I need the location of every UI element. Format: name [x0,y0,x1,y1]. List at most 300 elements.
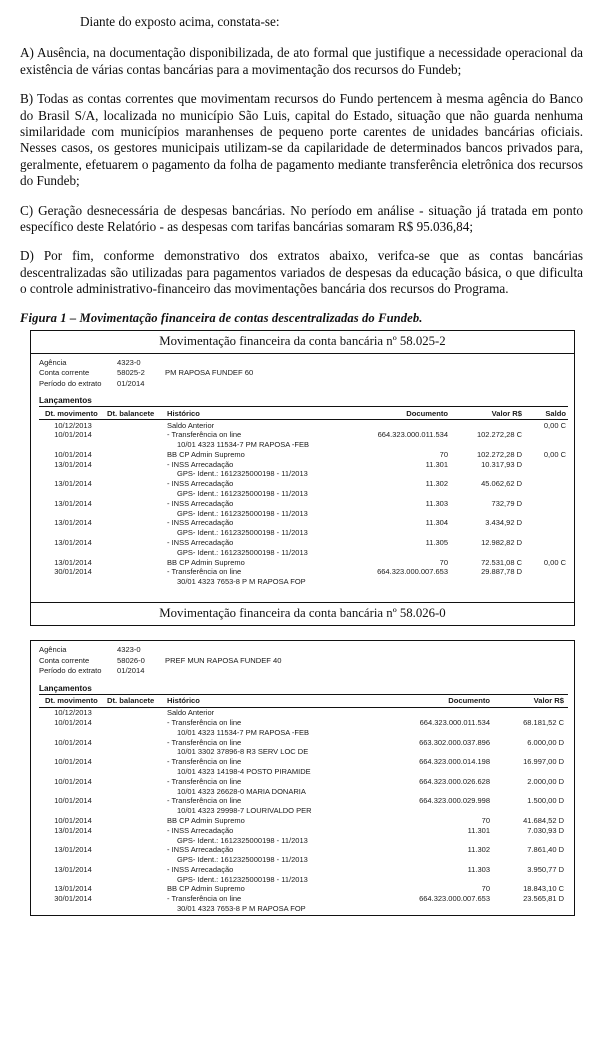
header-row-2 [39,694,568,707]
table-row-detail [39,489,568,499]
cell-historico: - Transferência on line [167,894,242,904]
table-row [39,450,568,460]
cell-dt-balancete [107,420,163,430]
paragraph-intro: Diante do exposto acima, constata-se: [80,14,280,29]
cell-historico: - Transferência on line [167,737,242,747]
cell-spacer [39,508,107,518]
cell-valor: 12.982,82 D [481,537,522,547]
cell-historico-detail: GPS- Ident.: 1612325000198 - 11/2013 [177,489,308,499]
account-meta-1 [39,358,568,390]
cell-spacer [39,786,107,796]
cell-spacer [526,440,568,450]
table-row-detail [39,874,568,884]
table-row [39,845,568,855]
cell-historico-detail: GPS- Ident.: 1612325000198 - 11/2013 [177,855,308,865]
cell-historico: - INSS Arrecadação [167,825,234,835]
cell-spacer [107,577,163,587]
cell-documento: 70 [439,557,448,567]
cell-documento [382,707,490,717]
table-row-detail [39,767,568,777]
cell-historico: - INSS Arrecadação [167,845,234,855]
table-row [39,894,568,904]
cell-historico: BB CP Admin Supremo [167,884,245,894]
cell-historico-detail: 30/01 4323 7653-8 P M RAPOSA FOP [177,577,306,587]
cell-spacer [340,469,448,479]
cell-valor: 3.434,92 D [485,518,522,528]
cell-spacer [107,904,163,914]
cell-documento: 70 [439,449,448,459]
cell-historico: - Transferência on line [167,796,242,806]
cell-valor: 3.950,77 D [527,864,564,874]
cell-spacer [526,547,568,557]
meta-row-agencia [39,358,568,369]
table-row-detail [39,747,568,757]
cell-valor: 45.062,62 D [481,479,522,489]
cell-spacer [107,489,163,499]
cell-historico: - Transferência on line [167,430,242,440]
col-dt-movimento: Dt. movimento [39,407,107,420]
cell-spacer [39,469,107,479]
cell-spacer [340,547,448,557]
cell-spacer [448,547,526,557]
cell-documento: 664.323.000.011.534 [419,718,490,728]
conta-name-2: PREF MUN RAPOSA FUNDEF 40 [165,655,282,665]
cell-valor: 72.531,08 C [481,557,522,567]
col-historico-2: Histórico [163,694,382,707]
cell-dt-balancete [107,718,163,728]
cell-valor: 18.843,10 C [523,884,564,894]
cell-spacer [39,528,107,538]
statement-box-58026-0 [30,640,575,916]
table-row [39,498,568,508]
cell-dt-balancete [107,450,163,460]
cell-spacer [107,508,163,518]
cell-valor [490,707,568,717]
table-row [39,479,568,489]
cell-documento: 11.301 [425,459,448,469]
cell-documento: 664.323.000.007.653 [377,567,448,577]
lancamentos-label-1: Lançamentos [39,396,92,406]
table-row-detail [39,469,568,479]
cell-spacer [39,747,107,757]
cell-historico-detail: GPS- Ident.: 1612325000198 - 11/2013 [177,469,308,479]
cell-historico-detail: 10/01 4323 29998-7 LOURIVALDO PER [177,806,312,816]
table-row-detail [39,440,568,450]
cell-spacer [39,904,107,914]
cell-dt-balancete [107,498,163,508]
table-row-detail [39,728,568,738]
cell-spacer [39,728,107,738]
cell-spacer [107,786,163,796]
statement-title-1: Movimentação financeira da conta bancária nº 58.025-2 [31,331,574,354]
cell-spacer [39,489,107,499]
cell-documento: 664.323.000.014.198 [419,757,490,767]
cell-spacer [107,469,163,479]
cell-spacer [340,528,448,538]
table-row-detail [39,855,568,865]
document-page [0,14,603,1038]
col-valor: Valor R$ [448,407,526,420]
cell-valor [448,420,526,430]
cell-spacer [526,528,568,538]
agencia-label: Agência [39,357,67,367]
cell-spacer [107,440,163,450]
header-row [39,407,568,420]
cell-spacer [448,440,526,450]
table-row [39,776,568,786]
cell-historico-detail: 10/01 4323 14198-4 POSTO PIRAMIDE [177,767,311,777]
cell-documento: 11.302 [425,479,448,489]
cell-spacer [382,806,490,816]
periodo-label-2: Período do extrato [39,666,102,676]
cell-spacer [340,508,448,518]
cell-spacer [39,855,107,865]
table-row [39,737,568,747]
cell-documento: 11.302 [467,845,490,855]
table-header-1 [39,407,568,420]
cell-valor: 6.000,00 D [527,737,564,747]
cell-documento: 11.305 [425,537,448,547]
col-historico: Histórico [163,407,340,420]
cell-spacer [490,747,568,757]
cell-dt-movimento: 10/01/2014 [54,737,92,747]
cell-saldo [526,538,568,548]
col-documento-2: Documento [382,694,490,707]
cell-historico-detail: 30/01 4323 7653-8 P M RAPOSA FOP [177,903,306,913]
table-row-detail [39,786,568,796]
cell-documento: 664.323.000.029.998 [419,796,490,806]
cell-spacer [382,767,490,777]
cell-dt-balancete [107,796,163,806]
cell-dt-movimento: 10/12/2013 [54,420,92,430]
table-body-2 [39,707,568,913]
col-dt-balancete-2: Dt. balancete [107,694,163,707]
body-text-block [0,14,603,298]
table-row-detail [39,904,568,914]
cell-saldo [526,567,568,577]
conta-value-2: 58026-0 [117,655,145,665]
cell-documento: 664.323.000.026.628 [419,776,490,786]
conta-label-2: Conta corrente [39,655,90,665]
cell-spacer [107,806,163,816]
cell-historico-detail: GPS- Ident.: 1612325000198 - 11/2013 [177,508,308,518]
cell-dt-balancete [107,737,163,747]
cell-documento: 664.323.000.007.653 [419,894,490,904]
cell-historico-detail: GPS- Ident.: 1612325000198 - 11/2013 [177,874,308,884]
paragraph-c: C) Geração desnecessária de despesas bancárias. No período em análise - situação já tratada em ponto específico deste Relatório - as despesas com tarifas bancárias somaram R$ 95.036,84; [20,202,583,235]
cell-historico: - Transferência on line [167,567,242,577]
cell-spacer [490,728,568,738]
cell-spacer [340,440,448,450]
paragraph-b: B) Todas as contas correntes que movimentam recursos do Fundo pertencem à mesma agência do Banco do Brasil S/A, localizada no município São Luis, capital do Estado, situação que não guarda nenhuma similaridade com municípios maranhenses de pequeno porte carentes de unidades bancárias oficiais. Nesses casos, os gestores municipais utilizam-se da capilaridade de determinados bancos privados para, geralmente, efetuarem o pagamento da folha de pagamento mediante transferência eletrônica dos recursos do Fundeb; [20,91,583,189]
cell-dt-balancete [107,567,163,577]
cell-spacer [39,835,107,845]
table-row [39,718,568,728]
cell-dt-balancete [107,884,163,894]
cell-spacer [382,874,490,884]
cell-dt-balancete [107,557,163,567]
cell-valor: 16.997,00 D [523,757,564,767]
col-dt-movimento-2: Dt. movimento [39,694,107,707]
cell-spacer [448,528,526,538]
table-row [39,538,568,548]
statement-title-2: Movimentação financeira da conta bancária nº 58.026-0 [159,606,446,621]
table-row [39,707,568,717]
table-row-detail [39,528,568,538]
figure-caption: Figura 1 – Movimentação financeira de contas descentralizadas do Fundeb. [20,310,423,325]
cell-spacer [340,489,448,499]
cell-dt-movimento: 30/01/2014 [54,567,92,577]
conta-label: Conta corrente [39,368,90,378]
col-dt-balancete: Dt. balancete [107,407,163,420]
cell-historico: - Transferência on line [167,718,242,728]
statement-spacer-row [31,588,574,603]
cell-spacer [382,855,490,865]
cell-documento: 11.301 [467,825,490,835]
lancamentos-label-2: Lançamentos [39,683,92,693]
table-body-1 [39,420,568,587]
cell-documento: 663.302.000.037.896 [419,737,490,747]
cell-dt-movimento: 10/01/2014 [54,449,92,459]
cell-dt-movimento: 13/01/2014 [54,459,92,469]
table-row [39,430,568,440]
meta-row-conta [39,368,568,379]
table-row-detail [39,835,568,845]
cell-valor: 68.181,52 C [523,718,564,728]
cell-spacer [382,835,490,845]
cell-historico: BB CP Admin Supremo [167,557,245,567]
cell-spacer [107,767,163,777]
cell-dt-balancete [107,757,163,767]
cell-dt-movimento: 13/01/2014 [54,845,92,855]
cell-dt-movimento: 10/01/2014 [54,757,92,767]
periodo-label: Período do extrato [39,378,102,388]
cell-saldo [526,430,568,440]
cell-historico: Saldo Anterior [167,420,215,430]
cell-valor: 102.272,28 D [476,449,522,459]
table-row-detail [39,806,568,816]
periodo-value-2: 01/2014 [117,666,145,676]
cell-spacer [107,874,163,884]
cell-documento: 70 [481,815,490,825]
cell-dt-balancete [107,479,163,489]
cell-dt-movimento: 10/01/2014 [54,718,92,728]
cell-saldo [526,459,568,469]
cell-spacer [490,855,568,865]
cell-valor: 10.317,93 D [481,459,522,469]
cell-spacer [490,767,568,777]
cell-valor: 23.565,81 D [523,894,564,904]
cell-spacer [107,835,163,845]
cell-valor: 41.684,52 D [523,815,564,825]
cell-saldo: 0,00 C [543,420,566,430]
cell-spacer [382,747,490,757]
cell-spacer [39,547,107,557]
cell-historico-detail: GPS- Ident.: 1612325000198 - 11/2013 [177,835,308,845]
col-valor-2: Valor R$ [490,694,568,707]
cell-spacer [107,728,163,738]
cell-documento: 70 [481,884,490,894]
cell-valor: 732,79 D [491,498,522,508]
paragraph-d: D) Por fim, conforme demonstrativo dos extratos abaixo, verifca-se que as contas bancárias descentralizadas são utilizadas para pagamentos variados de despesas da educação básica, o que dificulta o controle administrativo-financeiro das movimentações bancária dos recursos do Programa. [20,248,583,297]
table-row [39,825,568,835]
cell-dt-balancete [107,518,163,528]
meta-row-periodo-2 [39,666,568,677]
table-row-detail [39,577,568,587]
cell-spacer [382,786,490,796]
cell-documento [340,420,448,430]
cell-historico: Saldo Anterior [167,708,215,718]
account-meta-2 [39,645,568,677]
cell-dt-movimento: 10/01/2014 [54,815,92,825]
cell-dt-movimento: 13/01/2014 [54,537,92,547]
table-row [39,864,568,874]
cell-dt-movimento: 10/01/2014 [54,776,92,786]
cell-spacer [39,440,107,450]
cell-historico: - INSS Arrecadação [167,459,234,469]
cell-historico-detail: 10/01 4323 11534-7 PM RAPOSA -FEB [177,440,310,450]
cell-spacer [39,806,107,816]
transactions-table-1 [39,406,568,586]
cell-spacer [490,786,568,796]
cell-spacer [107,747,163,757]
table-row [39,884,568,894]
cell-historico-detail: 10/01 4323 11534-7 PM RAPOSA -FEB [177,727,310,737]
table-row [39,757,568,767]
cell-saldo [526,498,568,508]
cell-dt-movimento: 13/01/2014 [54,557,92,567]
table-row [39,557,568,567]
statement-box-58025-2 [30,330,575,627]
cell-dt-balancete [107,816,163,826]
cell-documento: 11.303 [467,864,490,874]
cell-spacer [39,874,107,884]
cell-historico: - INSS Arrecadação [167,864,234,874]
cell-spacer [382,904,490,914]
table-header-2 [39,694,568,707]
cell-dt-balancete [107,538,163,548]
cell-spacer [526,577,568,587]
cell-spacer [107,547,163,557]
agencia-value-2: 4323-0 [117,645,141,655]
col-saldo: Saldo [526,407,568,420]
col-documento: Documento [340,407,448,420]
cell-historico: BB CP Admin Supremo [167,449,245,459]
cell-spacer [107,855,163,865]
cell-spacer [490,806,568,816]
cell-historico: - INSS Arrecadação [167,518,234,528]
cell-saldo [526,518,568,528]
cell-dt-movimento: 13/01/2014 [54,884,92,894]
cell-spacer [526,508,568,518]
cell-valor: 7.861,40 D [527,845,564,855]
paragraph-a: A) Ausência, na documentação disponibilizada, de ato formal que justifique a necessidade operacional da existência de várias contas bancárias para a movimentação dos recursos do Fundeb; [20,45,583,77]
cell-spacer [490,904,568,914]
agencia-label-2: Agência [39,645,67,655]
table-row [39,816,568,826]
cell-valor: 29.887,78 D [481,567,522,577]
statement-body-2 [31,641,574,915]
cell-historico: BB CP Admin Supremo [167,815,245,825]
cell-spacer [39,767,107,777]
cell-dt-balancete [107,845,163,855]
cell-spacer [526,469,568,479]
table-row [39,518,568,528]
conta-value: 58025-2 [117,368,145,378]
cell-spacer [448,508,526,518]
cell-historico: - INSS Arrecadação [167,479,234,489]
cell-dt-movimento: 10/12/2013 [54,708,92,718]
cell-dt-movimento: 13/01/2014 [54,479,92,489]
cell-dt-balancete [107,459,163,469]
cell-documento: 11.304 [425,518,448,528]
transactions-table-2 [39,694,568,913]
cell-spacer [526,489,568,499]
meta-row-periodo [39,379,568,390]
cell-dt-balancete [107,430,163,440]
cell-dt-balancete [107,825,163,835]
table-row-detail [39,547,568,557]
cell-historico: - INSS Arrecadação [167,498,234,508]
cell-dt-balancete [107,776,163,786]
cell-historico: - Transferência on line [167,757,242,767]
periodo-value: 01/2014 [117,378,145,388]
table-row [39,459,568,469]
conta-name: PM RAPOSA FUNDEF 60 [165,368,254,378]
cell-valor: 1.500,00 D [527,796,564,806]
cell-dt-movimento: 13/01/2014 [54,864,92,874]
cell-dt-balancete [107,707,163,717]
cell-valor: 7.030,93 D [527,825,564,835]
cell-dt-movimento: 10/01/2014 [54,430,92,440]
cell-saldo: 0,00 C [543,449,566,459]
cell-spacer [448,489,526,499]
cell-historico-detail: 10/01 3302 37896-8 R3 SERV LOC DE [177,747,309,757]
meta-row-conta-2 [39,656,568,667]
cell-dt-balancete [107,864,163,874]
cell-dt-movimento: 13/01/2014 [54,825,92,835]
cell-saldo [526,479,568,489]
table-row [39,567,568,577]
cell-historico-detail: 10/01 4323 26628-0 MARIA DONARIA [177,786,306,796]
cell-spacer [448,577,526,587]
cell-dt-movimento: 13/01/2014 [54,498,92,508]
cell-historico: - INSS Arrecadação [167,537,234,547]
table-row [39,796,568,806]
agencia-value: 4323-0 [117,357,141,367]
cell-spacer [490,835,568,845]
cell-spacer [448,469,526,479]
cell-documento: 11.303 [425,498,448,508]
cell-spacer [107,528,163,538]
cell-dt-movimento: 10/01/2014 [54,796,92,806]
cell-spacer [340,577,448,587]
cell-dt-balancete [107,894,163,904]
cell-spacer [382,728,490,738]
cell-documento: 664.323.000.011.534 [377,430,448,440]
cell-historico-detail: GPS- Ident.: 1612325000198 - 11/2013 [177,528,308,538]
cell-valor: 102.272,28 C [476,430,522,440]
cell-saldo: 0,00 C [543,557,566,567]
statement-body-1 [31,354,574,589]
cell-spacer [490,874,568,884]
cell-dt-movimento: 13/01/2014 [54,518,92,528]
cell-spacer [39,577,107,587]
table-row-detail [39,508,568,518]
table-row [39,420,568,430]
cell-valor: 2.000,00 D [527,776,564,786]
cell-historico-detail: GPS- Ident.: 1612325000198 - 11/2013 [177,547,308,557]
